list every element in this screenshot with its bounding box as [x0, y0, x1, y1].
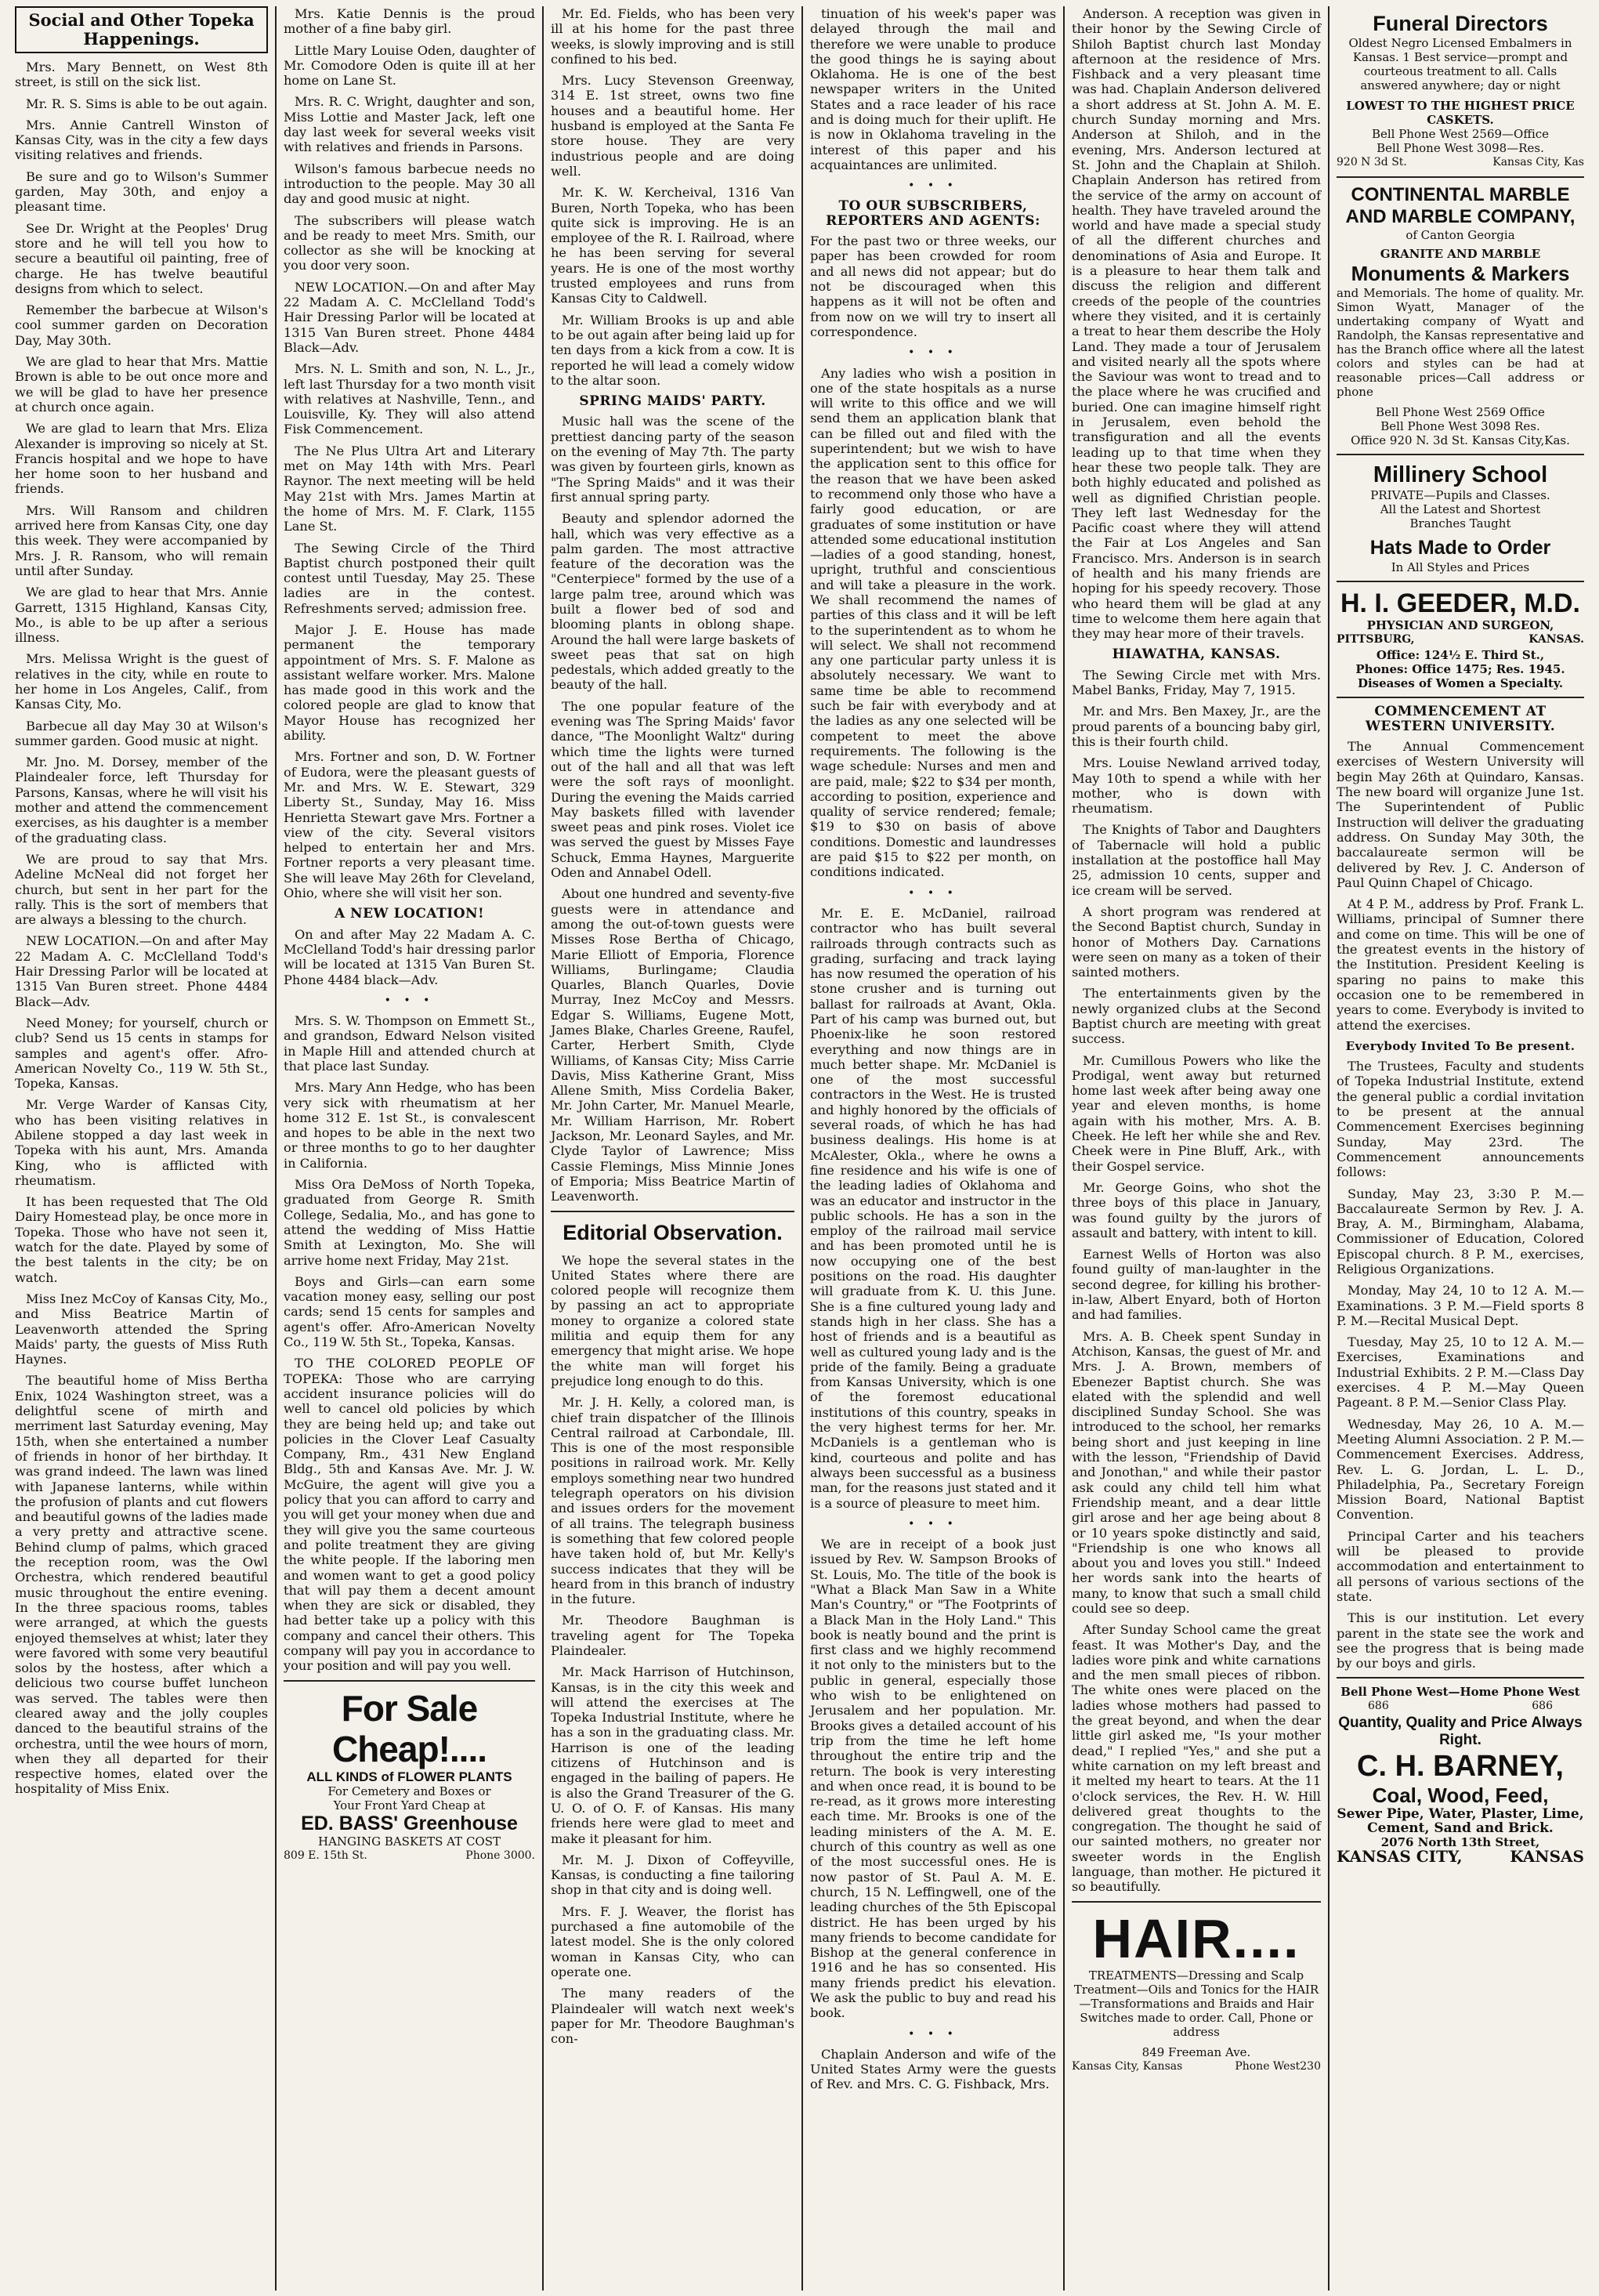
news-item: Sunday, May 23, 3:30 P. M.—Baccalaureate Sermon by Rev. J. A. Bray, A. M., Birmingham, Alabama, Commissioner of Education, Colored Episcopal church. 8 P. M., exercises, Religious Organizations. — [1337, 1186, 1584, 1277]
ad-hats: Hats Made to Order — [1369, 537, 1551, 560]
news-item: NEW LOCATION.—On and after May 22 Madam A. C. McClelland Todd's Hair Dressing Parlor will be located at 1315 Van Buren street. Phone 4484 Black—Adv. — [284, 279, 535, 355]
news-item: After Sunday School came the great feast. It was Mother's Day, and the ladies wore pink and white carnations and the men small pieces of ribbon. The white ones were placed on the ladies whose mothers had passed to the great beyond, and when the dear little girl asked me, "Is your mother dead," I replied "Yes," and she put a white carnation on my left breast and it melted my heart to tears. At the 11 o'clock services, the Rev. H. W. Hill delivered great thoughts to the congregation. The thought he said of our sainted mothers, no greater nor sweeter words in the English language, than mother. He pictured it so beautifully. — [1072, 1622, 1321, 1895]
news-item: tinuation of his week's paper was delayed through the mail and therefore we were unable to produce the good things he is saying about Oklahoma. He is one of the best newspaper writers in the United States and a race leader of his race and is doing much for their uplift. He is now in Oklahoma traveling in the interest of this paper and his acquaintances are unlimited. — [810, 6, 1056, 172]
news-item: Mrs. Melissa Wright is the guest of relatives in the city, while en route to her home in Los Angeles, Calif., from Kansas City, Mo. — [15, 651, 268, 712]
news-item: Principal Carter and his teachers will be pleased to provide accommodation and entertainment to all persons of various sections of the state. — [1337, 1528, 1584, 1604]
news-item: The subscribers will please watch and be ready to meet Mrs. Smith, our collector as she will be knocking at you door very soon. — [284, 212, 535, 273]
news-item: Mrs. Annie Cantrell Winston of Kansas City, was in the city a few days visiting relatives and friends. — [15, 117, 268, 163]
news-item: Mr. J. H. Kelly, a colored man, is chief train dispatcher of the Illinois Central railroad at Carbondale, Ill. This is one of the most responsible positions in railroad work. Mr. Kelly employs something near two hundred telegraph operators on his division and issues orders for the movement of all trains. The telegraph business is something that few colored people have taken hold of, but Mr. Kelly's success indicates that they will be heard from in this branch of industry in the future. — [551, 1395, 794, 1607]
news-item: We are proud to say that Mrs. Adeline McNeal did not forget her church, but sent in her part for the rally. This is the sort of members that are always a blessing to the church. — [15, 851, 268, 928]
news-item: Be sure and go to Wilson's Summer garden, May 30th, and enjoy a pleasant time. — [15, 168, 268, 215]
col3-items-top — [551, 6, 794, 388]
col1-items — [15, 60, 268, 1797]
col5-hiawatha-items — [1072, 668, 1321, 1895]
ad-headline: Millinery School — [1373, 462, 1548, 488]
ad-headline: HAIR.... — [1092, 1907, 1301, 1969]
col3-editorial-items — [551, 1253, 794, 2047]
news-item: Mrs. R. C. Wright, daughter and son, Miss Lottie and Master Jack, left one day last week for several weeks visit with relatives and friends in Parsons. — [284, 94, 535, 155]
divider-rule — [284, 1680, 535, 1682]
ad-name: ED. BASS' Greenhouse — [301, 1812, 518, 1834]
ad-office: Office 920 N. 3d St. Kansas City,Kas. — [1351, 433, 1570, 448]
news-item: Mrs. N. L. Smith and son, N. L., Jr., left last Thursday for a two month visit with relatives at Nashville, Tenn., and Louisville, Ky. They will also attend Fisk Commencement. — [284, 361, 535, 437]
divider-rule — [1337, 176, 1584, 178]
ad-address: 2076 North 13th Street, — [1380, 1834, 1540, 1849]
news-item: Mr. Ed. Fields, who has been very ill at his home for the past three weeks, is slowly improving and is still confined to his bed. — [551, 6, 794, 67]
news-item: We are glad to learn that Mrs. Eliza Alexander is improving so nicely at St. Francis hospital and we hope to have her home soon to her husband and friends. — [15, 421, 268, 497]
trustees-body: The Trustees, Faculty and students of Topeka Industrial Institute, extend the general public a cordial invitation to be present at the annual Commencement Exercises beginning Sunday, May 23rd. The Commencement announcements follows: — [1337, 1059, 1584, 1180]
news-item: Mr. Jno. M. Dorsey, member of the Plaindealer force, left Thursday for Parsons, Kansas, where he will visit his mother and attend the commencement exercises, as his daughter is a member of the graduating class. — [15, 755, 268, 846]
funeral-ad — [1337, 11, 1584, 170]
separator: • • • — [908, 886, 958, 900]
news-item: Need Money; for yourself, church or club? Send us 15 cents in stamps for samples and agent's offer. Afro-American Novelty Co., 119 W. 5th St., Topeka, Kansas. — [15, 1015, 268, 1092]
news-item: We are in receipt of a book just issued by Rev. W. Sampson Brooks of St. Louis, Mo. The title of the book is "What a Black Man Saw in a White Man's Country," or "The Footprints of a Black Man in the Holy Land." This book is neatly bound and the print is first class and we highly recommend it not only to the ministers but to the public in general, especially those who wish to be enlightened on Jerusalem and her population. Mr. Brooks gives a detailed account of his trip from the time he left home throughout the entire trip and the return. The book is very interesting and when once read, it is bound to be re-read, as it grows more interesting each time. Mr. Brooks is one of the leading ministers of the A. M. E. church of this country as well as one of the most successful ones. He is now pastor of St. Paul A. M. E. church, 15 N. Leffingwell, one of the leading churches of the 5th Episcopal district. He has been urged by his many friends to become candidate for Bishop at the general conference in 1916 and he has so consented. His many friends predict his elevation. We ask the public to buy and read his book. — [810, 1537, 1056, 2021]
ad-state: KANSAS. — [1528, 633, 1584, 646]
news-item: Mr. William Brooks is up and able to be out again after being laid up for ten days from a kick from a cow. It is reported he will lead a comely widow to the altar soon. — [551, 312, 794, 388]
column-4 — [803, 6, 1065, 2291]
ad-footer — [1337, 1846, 1584, 1866]
column-5 — [1065, 6, 1329, 2291]
news-item: The Sewing Circle of the Third Baptist church postponed their quilt contest until Tuesday, May 25. These ladies are in the contest. Refreshments served; admission free. — [284, 540, 535, 616]
news-item: A short program was rendered at the Second Baptist church, Sunday in honor of Mothers Day. Carnations were seen on many as a token of their sainted mothers. — [1072, 904, 1321, 980]
news-item: Miss Inez McCoy of Kansas City, Mo., and Miss Beatrice Martin of Leavenworth attended the Spring Maids' party, the guests of Miss Ruth Haynes. — [15, 1291, 268, 1367]
news-item: This is our institution. Let every parent in the state see the work and see the progress that is being made by our boys and girls. — [1337, 1610, 1584, 1671]
col4-items — [810, 366, 1056, 2092]
news-item: Mrs. Mary Bennett, on West 8th street, is still on the sick list. — [15, 60, 268, 90]
divider-rule — [1337, 454, 1584, 455]
ad-city-row — [1337, 632, 1584, 647]
news-item: Mr. M. J. Dixon of Coffeyville, Kansas, is conducting a fine tailoring shop in that city and is doing well. — [551, 1852, 794, 1898]
ad-line: PRIVATE—Pupils and Classes. — [1370, 488, 1550, 503]
ad-number: 686 — [1368, 1700, 1389, 1713]
ad-line: Branches Taught — [1409, 516, 1511, 531]
commencement-heading: COMMENCEMENT AT WESTERN UNIVERSITY. — [1365, 703, 1556, 734]
news-item: Boys and Girls—can earn some vacation money easy, selling our post cards; send 15 cents for samples and agent's offer. Afro-American Novelty Co., 119 W. 5th St., Topeka, Kansas. — [284, 1273, 535, 1350]
ad-line: Your Front Yard Cheap at — [333, 1798, 486, 1813]
news-item: Earnest Wells of Horton was also found guilty of man-laughter in the second degree, for killing his brother-in-law, Albert Enyard, both of Horton and had families. — [1072, 1247, 1321, 1323]
ad-price: LOWEST TO THE HIGHEST PRICE CASKETS. — [1346, 99, 1575, 127]
news-item: Barbecue all day May 30 at Wilson's summer garden. Good music at night. — [15, 718, 268, 748]
ad-sub: of Canton Georgia — [1405, 228, 1515, 243]
news-item: Mr. Mack Harrison of Hutchinson, Kansas, is in the city this week and will attend the exercises at The Topeka Industrial Institute, where he has a son in the graduating class. Mr. Harrison is one of the leading citizens of Hutchinson and is engaged in the bailing of papers. He is also the Grand Treasurer of the G. U. O. of O. F. of Kansas. His many friends here were glad to meet and make it pleasant for him. — [551, 1664, 794, 1846]
ad-title: PHYSICIAN AND SURGEON, — [1366, 618, 1554, 633]
marble-ad — [1337, 184, 1584, 447]
greenhouse-ad — [284, 1688, 535, 1864]
col4-items-top — [810, 6, 1056, 172]
news-item: Anderson. A reception was given in their honor by the Sewing Circle of Shiloh Baptist church last Monday afternoon at the residence of Mrs. Fishback and a very pleasant time was had. Chaplain Anderson delivered a short address at St. John A. M. E. church Sunday morning and Mrs. Anderson at Shiloh, and in the evening, Mrs. Anderson lectured at St. John and the Chaplain at Shiloh. Chaplain Anderson has retired from the service of the army on account of health. They have traveled around the world and have made a special study of all the different churches and denominations of Asia and Europe. It is a pleasure to hear them talk and discuss the religion and different creeds of the people of the countries where they visited, and it is certainly a treat to hear them describe the Holy Land. They made a tour of Jerusalem and visited nearly all the spots where the Saviour was wont to tread and to the place where he was crucified and buried. One can imagine himself right in Jerusalem, even behold the transfiguration and all the events leading up to that time when they hear these two people talk. They are both highly educated and polished as well as dignified Christian people. They left last Wednesday for the Pacific coast where they will attend the Fair at Los Angeles and San Francisco. Mrs. Anderson is in search of health and his many friends are hoping for his speedy recovery. Those who heard them will be glad at any time to welcome them here again that they may hear more of their travels. — [1072, 6, 1321, 642]
news-item: About one hundred and seventy-five guests were in attendance and among the out-of-town guests were Misses Rose Bertha of Chicago, Marie Elliott of Emporia, Florence Williams, Burlingame; Claudia Quarles, Blanch Quarles, Dovie Murray, Inez McCoy and Messrs. Edgar S. Williams, Eugene Mott, James Blake, Charles Greene, Raufel, Carter, Herbert Smith, Clyde Williams, of Kansas City; Miss Carrie Davis, Miss Katherine Grant, Miss Allene Smith, Miss Cordelia Baker, Mr. John Carter, Mr. Manuel Mearle, Mr. William Harrison, Mr. Robert Jackson, Mr. Leonard Sayles, and Mr. Clyde Taylor of Lawrence; Miss Cassie Flemings, Miss Minnie Jones of Emporia; Miss Beatrice Martin of Leavenworth. — [551, 886, 794, 1204]
col2-items-bottom — [284, 1013, 535, 1673]
column-6 — [1329, 6, 1591, 2291]
ad-headline: For Sale Cheap!.... — [331, 1687, 487, 1769]
spring-maids-heading: SPRING MAIDS' PARTY. — [579, 393, 766, 410]
news-item: Mrs. A. B. Cheek spent Sunday in Atchison, Kansas, the guest of Mr. and Mrs. J. A. Brown, members of Ebenezer Baptist church. She was elated with the splendid and well disciplined Sunday School. She was introduced to the school, her remarks being short and just keeping in line with the lesson, "Friendship of David and Jonothan," and while their pastor ask could any child tell him what Friendship meant, and a dear little girl arose and her age being about 8 or 10 years spoke distinctly and said, "Friendship is one who knows all about you and loves you still." Indeed her words sank into the hearts of many, to know that such a small child could see so deep. — [1072, 1328, 1321, 1616]
ad-monuments: Monuments & Markers — [1351, 262, 1570, 286]
news-item: Mrs. F. J. Weaver, the florist has purchased a fine automobile of the latest model. She is the only colored woman in Kansas City, who can operate one. — [551, 1903, 794, 1979]
section-heading-social: Social and Other Topeka Happenings. — [15, 6, 268, 53]
news-item: Mr. and Mrs. Ben Maxey, Jr., are the proud parents of a bouncing baby girl, this is their fourth child. — [1072, 704, 1321, 749]
ad-line: HANGING BASKETS AT COST — [318, 1834, 501, 1849]
news-item: Wednesday, May 26, 10 A. M.—Meeting Alumni Association. 2 P. M.—Commencement Exercises. Address, Rev. L. G. Jordan, L. L. D., Philadelphia, Pa., Secretary Foreign Mission Board, National Baptist Convention. — [1337, 1416, 1584, 1523]
news-item: Mr. Verge Warder of Kansas City, who has been visiting relatives in Abilene stopped a day last week in Topeka with his aunt, Mrs. Amanda King, who is afflicted with rheumatism. — [15, 1097, 268, 1188]
separator: • • • — [908, 2027, 958, 2041]
news-item: Mr. George Goins, who shot the three boys of this place in January, was found guilty by the jurors of assault and battery, with intent to kill. — [1072, 1179, 1321, 1240]
ad-phone: Bell Phone West 3098 Res. — [1380, 419, 1540, 434]
commencement-body: The Annual Commencement exercises of Western University will begin May 26th at Quindaro, Kansas. The new board will organize June 1st. The Superintendent of Public Instruction will deliver the graduating address. On Sunday May 30th, the baccalaureate sermon will be delivered by Rev. J. C. Anderson of Paul Quinn Chapel of Chicago. — [1337, 739, 1584, 890]
col5-items-top — [1072, 6, 1321, 641]
ad-address: 809 E. 15th St. — [284, 1849, 367, 1862]
news-item: We are glad to hear that Mrs. Annie Garrett, 1315 Highland, Kansas City, Mo., is able to be up after a serious illness. — [15, 585, 268, 646]
news-item: Mr. Cumillous Powers who like the Prodigal, went away but returned home last week after being away one year and eleven months, is home again with his mother, Mrs. A. B. Cheek. He left her while she and Rev. Cheek were in Pine Bluff, Ark., with their Gospel service. — [1072, 1052, 1321, 1174]
news-item: Mrs. Will Ransom and children arrived here from Kansas City, one day this week. They were accompanied by Mrs. J. R. Ransom, who will remain until after Sunday. — [15, 502, 268, 578]
divider-rule — [1337, 1677, 1584, 1679]
millinery-ad — [1337, 462, 1584, 574]
ad-name: H. I. GEEDER, M.D. — [1340, 588, 1581, 619]
news-item: TO THE COLORED PEOPLE OF TOPEKA: Those who are carrying accident insurance policies will do well to cancel old policies by which they are being held up; and take out policies in the Clover Leaf Casualty Company, Rm., 431 New England Bldg., 5th and Kansas Ave. Mr. J. W. McGuire, the agent will give you a policy that you can afford to carry and you will get your money when due and they will give you the same courteous and polite treatment they are giving the white people. If the laboring men and women want to get a good policy that will pay them a decent amount when they are sick or disabled, they had better take up a policy with this company and cancel their others. This company will pay you in accordance to your position and will pay you well. — [284, 1356, 535, 1674]
news-item: Remember the barbecue at Wilson's cool summer garden on Decoration Day, May 30th. — [15, 302, 268, 348]
news-item: Mrs. S. W. Thompson on Emmett St., and grandson, Edward Nelson visited in Maple Hill and attended church at that place last Sunday. — [284, 1013, 535, 1074]
commencement-body-2: At 4 P. M., address by Prof. Frank L. Williams, principal of Sumner there and come on time. This will be one of the greatest events in the history of the Institution. President Keeling is sparing no pains to make this occasion one to be remembered in years to come. Everybody is invited to attend the exercises. — [1337, 896, 1584, 1033]
column-1 — [8, 6, 277, 2291]
separator: • • • — [908, 179, 958, 193]
column-3 — [544, 6, 803, 2291]
news-item: Mrs. Katie Dennis is the proud mother of a fine baby girl. — [284, 6, 535, 37]
news-item: The many readers of the Plaindealer will watch next week's paper for Mr. Theodore Baughman's con- — [551, 1986, 794, 2047]
ad-line: ALL KINDS of FLOWER PLANTS — [306, 1769, 512, 1784]
ad-line: All the Latest and Shortest — [1380, 502, 1541, 517]
news-item: Mrs. Lucy Stevenson Greenway, 314 E. 1st street, owns two fine houses and a beautiful home. Her husband is employed at the Santa Fe store house. They are very industrious people and are doing well. — [551, 73, 794, 179]
ad-phone: Phone West230 — [1235, 2059, 1321, 2073]
news-item: Mrs. Mary Ann Hedge, who has been very sick with rheumatism at her home 312 E. 1st St., is convalescent and hopes to be able in the next two or three months to go to her daughter in California. — [284, 1080, 535, 1171]
news-item: Mrs. Fortner and son, D. W. Fortner of Eudora, were the pleasant guests of Mr. and Mrs. W. E. Stewart, 329 Liberty St., Sunday, May 16. Miss Henrietta Stewart gave Mrs. Fortner a view of the city. Several visitors helped to entertain her and Mrs. Fortner reports a very pleasant time. She will leave May 26th for Cleveland, Ohio, where she will visit her son. — [284, 749, 535, 901]
ad-city: PITTSBURG, — [1337, 633, 1415, 646]
news-item: Tuesday, May 25, 10 to 12 A. M.—Exercises, Examinations and Industrial Exhibits. 2 P. M.—Class Day exercises. 4 P. M.—May Queen Pageant. 8 P. M.—Senior Class Play. — [1337, 1335, 1584, 1411]
news-item: See Dr. Wright at the Peoples' Drug store and he will tell you how to secure a beautiful oil painting, free of charge. He has twelve beautiful designs from which to select. — [15, 220, 268, 296]
news-item: The entertainments given by the newly organized clubs at the Second Baptist church are meeting with great success. — [1072, 986, 1321, 1047]
news-item: Mr. K. W. Kercheival, 1316 Van Buren, North Topeka, who has been quite sick is improving. He is an employee of the R. I. Railroad, where he has been serving for several years. He is one of the most worthy trusted employees and runs from Kansas City to Caldwell. — [551, 185, 794, 306]
news-item: The Sewing Circle met with Mrs. Mabel Banks, Friday, May 7, 1915. — [1072, 667, 1321, 698]
ad-phone: Bell Phone West 3098—Res. — [1377, 141, 1544, 155]
ad-quality: Quantity, Quality and Price Always Right. — [1338, 1714, 1583, 1748]
editorial-heading: Editorial Observation. — [563, 1220, 783, 1244]
news-item: Miss Ora DeMoss of North Topeka, graduated from George R. Smith College, Sedalia, Mo., and has gone to attend the wedding of Miss Hattie Smith at Lexington, Mo. She will arrive home next Friday, May 21st. — [284, 1177, 535, 1268]
ad-address: 849 Freeman Ave. — [1141, 2044, 1251, 2059]
invited-heading: Everybody Invited To Be present. — [1345, 1038, 1575, 1053]
ad-phone: Bell Phone West 2569—Office — [1371, 127, 1550, 141]
news-item: Mr. R. S. Sims is able to be out again. — [26, 96, 268, 111]
ad-phone: Bell Phone West—Home Phone West — [1340, 1685, 1580, 1700]
ad-number: 686 — [1532, 1700, 1553, 1713]
ad-body: Oldest Negro Licensed Embalmers in Kansas. 1 Best service—prompt and courteous treatment to all. Calls answered anywhere; day or night — [1348, 36, 1572, 92]
news-item: Mr. Theodore Baughman is traveling agent for The Topeka Plaindealer. — [551, 1613, 794, 1658]
hiawatha-heading: HIAWATHA, KANSAS. — [1112, 646, 1281, 663]
ad-headline: Funeral Directors — [1373, 12, 1548, 35]
separator: • • • — [908, 1517, 958, 1530]
separator: • • • — [384, 994, 435, 1007]
col2-items-top — [284, 6, 535, 900]
new-location-heading: A NEW LOCATION! — [334, 906, 485, 922]
ad-sewer: Sewer Pipe, Water, Plaster, Lime, Cement, Sand and Brick. — [1337, 1805, 1584, 1836]
ad-footer — [1337, 155, 1584, 170]
ad-footer — [284, 1849, 535, 1863]
news-item: Any ladies who wish a position in one of the state hospitals as a nurse will write to this office and we will send them an application blank that can be filled out and filed with the superintendent; but we wish to have the application sent to this office for the reason that we have been asked to recommend only those who have a fairly good education, or are graduates of some institution or have attended some educational institution—ladies of a good standing, honest, upright, truthful and conscientious and will take a pleasure in the work. We shall recommend the names of parties of this class and it will be left to the superintendent as to whom he will select. We shall not recommend any one particular party unless it is absolutely necessary. We want to same time be able to recommend such be fair with everybody and at the ladies as any one selected will be competent to meet the above requirements. The following is the wage schedule: Nurses and men and are paid, male; $22 to $34 per month, according to position, experience and quality of service rendered; female; $19 to $30 on basis of above conditions. Domestic and laundresses are paid $15 to $22 per month, on conditions indicated. — [810, 365, 1056, 880]
barney-ad — [1337, 1685, 1584, 1864]
ad-office: Office: 124½ E. Third St., — [1376, 647, 1545, 662]
ad-city: Kansas City, Kansas — [1072, 2059, 1183, 2073]
ad-granite: GRANITE AND MARBLE — [1380, 247, 1541, 262]
ad-state: KANSAS — [1510, 1846, 1584, 1866]
hair-ad — [1072, 1909, 1321, 2074]
news-item: NEW LOCATION.—On and after May 22 Madam A. C. McClelland Todd's Hair Dressing Parlor will be located at 1315 Van Buren street. Phone 4484 Black—Adv. — [15, 933, 268, 1009]
new-location-body: On and after May 22 Madam A. C. McClelland Todd's hair dressing parlor will be located at 1315 Van Buren St. Phone 4484 black—Adv. — [284, 926, 535, 987]
news-item: The one popular feature of the evening was The Spring Maids' favor dance, "The Moonlight Waltz" during which time the lights were turned out of the hall and all that was left were the soft rays of moonlight. During the evening the Maids carried May baskets filled with lavender sweet peas and pink roses. Violet ice was served the guest by Misses Faye Schuck, Emma Haynes, Marguerite Oden and Annabel Odell. — [551, 698, 794, 881]
ad-headline: CONTINENTAL MARBLE AND MARBLE COMPANY, — [1345, 184, 1575, 228]
ad-styles: In All Styles and Prices — [1391, 560, 1530, 575]
ad-numbers — [1337, 1699, 1584, 1714]
news-item: We hope the several states in the United States where there are colored people will recognize them by passing an act to appropriate money to organize a colored state militia and equip them for any emergency that might arise. We hope the white man will forget his prejudice long enough to do this. — [551, 1252, 794, 1389]
ad-city: KANSAS CITY, — [1337, 1846, 1463, 1866]
ad-phone: Phone 3000. — [465, 1849, 535, 1862]
divider-rule — [551, 1211, 794, 1212]
col3-party-items — [551, 414, 794, 1204]
news-item: Beauty and splendor adorned the hall, which was very effective as a palm garden. The most attractive feature of the decoration was the "Centerpiece" formed by the use of a large palm tree, around which was built a flower bed of sod and blooming plants in oblong shape. Around the hall were large baskets of sweet peas that sat on high pedestals, which added greatly to the beauty of the hall. — [551, 511, 794, 693]
news-item: Music hall was the scene of the prettiest dancing party of the season on the evening of May 7th. The party was given by fourteen girls, known as "The Spring Maids" and it was their first annual spring party. — [551, 414, 795, 505]
news-item: Chaplain Anderson and wife of the United States Army were the guests of Rev. and Mrs. C. G. Fishback, Mrs. — [810, 2046, 1056, 2092]
physician-ad — [1337, 588, 1584, 690]
news-item: Mr. E. E. McDaniel, railroad contractor who has built several railroads through contracts such as grading, surfacing and track laying has now resumed the operation of his stone crusher and is turning out ballast for railroads at Avant, Okla. Part of his camp was burned out, but Phoenix-like he soon restored everything and now things are in much better shape. Mr. McDaniel is one of the most successful contractors in the West. He is trusted and highly honored by the officials of several roads, of which he has had business dealings. His home is at McAlester, Okla., where he owns a fine residence and his wife is one of the leading ladies of Oklahoma and was an educator and instructor in the public schools. He has a son in the employ of the railroad mail service and has been promoted until he is now occupying one of the best positions on the road. His daughter will graduate from K. U. this June. She is a fine cultured young lady and stands high in her class. She has a host of friends and is a beautiful as well as cultured young lady and is the pride of the family. Being a graduate from Kansas University, which is one of the foremost educational institutions of this country, speaks in the very highest terms for her. Mr. McDaniels is a gentleman who is kind, courteous and polite and has always been successful as a business man, for the reasons just stated and it is a source of pleasure to meet him. — [810, 905, 1056, 1511]
ad-special: Diseases of Women a Specialty. — [1357, 675, 1564, 690]
divider-rule — [1337, 697, 1584, 698]
news-item: Major J. E. House has made permanent the temporary appointment of Mrs. S. F. Malone as assistant welfare worker. Mrs. Malone has made good in this work and the colored people are glad to know that Mayor House has recognized her ability. — [284, 621, 535, 744]
ad-phones: Phones: Office 1475; Res. 1945. — [1355, 661, 1565, 676]
news-item: Monday, May 24, 10 to 12 A. M.—Examinations. 3 P. M.—Field sports 8 P. M.—Recital Musical Dept. — [1337, 1283, 1584, 1328]
ad-name: C. H. BARNEY, — [1357, 1749, 1564, 1783]
ad-footer — [1072, 2059, 1321, 2074]
subscribers-heading: TO OUR SUBSCRIBERS, REPORTERS AND AGENTS: — [826, 197, 1040, 229]
ad-address: 920 N 3d St. — [1337, 156, 1407, 168]
news-item: Mrs. Louise Newland arrived today, May 10th to spend a while with her mother, who is down with rheumatism. — [1072, 755, 1321, 817]
news-item: The beautiful home of Miss Bertha Enix, 1024 Washington street, was a delightful scene of mirth and merriment last Saturday evening, May 15th, when she entertained a number of friends in honor of her birthday. It was grand indeed. The lawn was lined with Japanese lanterns, while within the profusion of plants and cut flowers and beautiful gowns of the ladies made a very pretty and attractive scene. Behind clump of palms, which graced the reception room, was the Owl Orchestra, which rendered beautiful music throughout the entire evening. In the three spacious rooms, tables were arranged, at which the guests enjoyed themselves at whist; later they were favored with some very beautiful solos by the hostess, after which a delicious two course buffet luncheon was served. The tables were then cleared away and the jolly couples danced to the beautiful strains of the orchestra, until the wee hours of morn, when they all departed for their respective homes, elated over the hospitality of Miss Enix. — [15, 1373, 268, 1797]
news-item: We are glad to hear that Mrs. Mattie Brown is able to be out once more and we will be glad to have her presence at church once again. — [15, 354, 268, 415]
subscribers-body: For the past two or three weeks, our paper has been crowded for room and all news did not appear; but do not be discouraged when this happens as it will not be often and from now on we will try to insert all correspondence. — [810, 234, 1056, 339]
divider-rule — [1072, 1901, 1321, 1903]
news-item: Little Mary Louise Oden, daughter of Mr. Comodore Oden is quite ill at her home on Lane St. — [284, 42, 535, 89]
news-item: The Ne Plus Ultra Art and Literary met on May 14th with Mrs. Pearl Raynor. The next meeting will be held May 21st with Mrs. James Martin at the home of Mrs. M. F. Clark, 1155 Lane St. — [284, 443, 535, 534]
news-item: Wilson's famous barbecue needs no introduction to the people. May 30 all day and good music at night. — [284, 161, 535, 207]
ad-body: TREATMENTS—Dressing and Scalp Treatment—Oils and Tonics for the HAIR—Transformations and Braids and Hair Switches made to order. Call, Phone or address — [1073, 1968, 1319, 2039]
ad-phone: Bell Phone West 2569 Office — [1376, 405, 1545, 420]
ad-goods: Coal, Wood, Feed, — [1372, 1783, 1549, 1807]
divider-rule — [1337, 581, 1584, 582]
news-item: It has been requested that The Old Dairy Homestead play, be once more in Topeka. Those who have not seen it, watch for the date. Played by some of the best talents in the city; be on watch. — [15, 1194, 268, 1285]
column-2 — [277, 6, 544, 2291]
ad-city: Kansas City, Kas — [1492, 156, 1584, 168]
commencement-schedule — [1337, 1186, 1584, 1671]
separator: • • • — [908, 346, 958, 360]
ad-body: and Memorials. The home of quality. Mr. Simon Wyatt, Manager of the undertaking company of Wyatt and Randolph, the Kansas representative and has the Branch office where all the latest colors and styles can be had at reasonable prices—Call address or phone — [1337, 286, 1584, 400]
ad-line: For Cemetery and Boxes or — [327, 1784, 491, 1798]
news-item: The Knights of Tabor and Daughters of Tabernacle will hold a public installation at the postoffice hall May 25, admission 10 cents, supper and ice cream will be served. — [1072, 822, 1321, 898]
